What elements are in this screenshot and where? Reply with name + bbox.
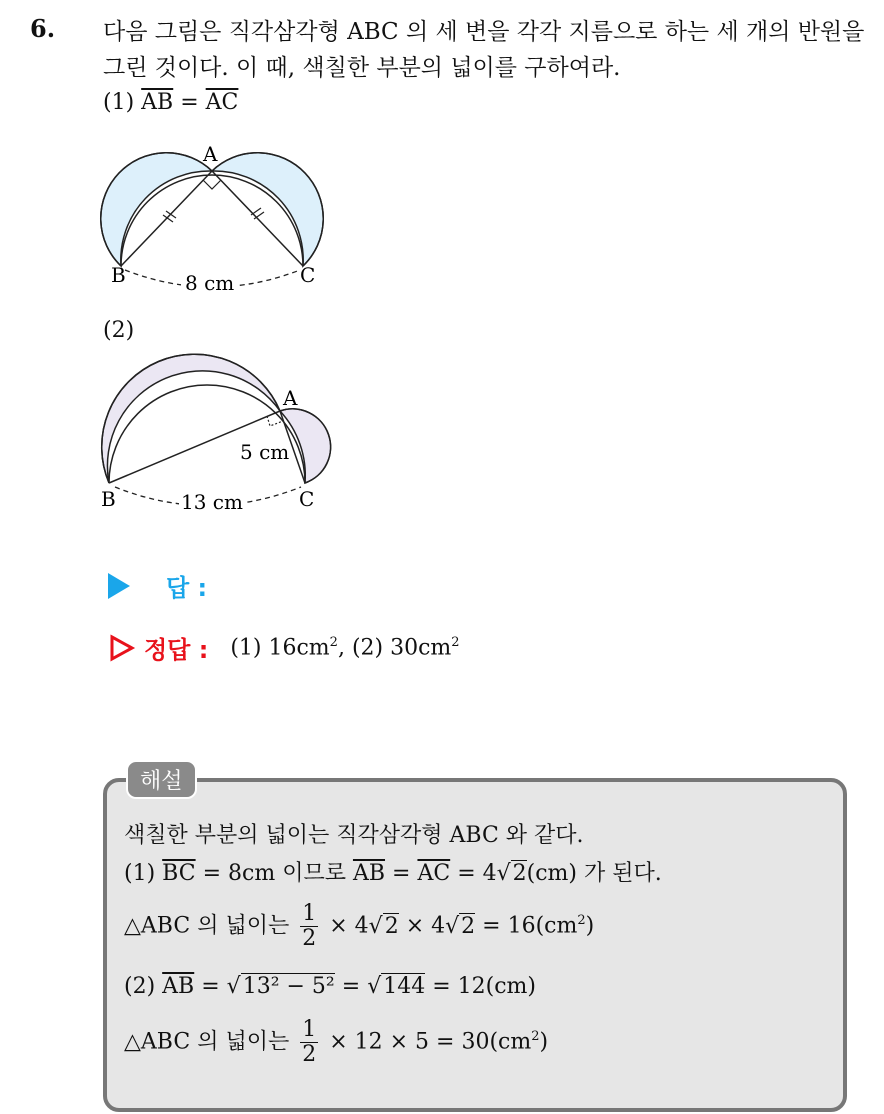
- vertex-label-a: A: [283, 386, 298, 410]
- play-triangle-icon: [108, 573, 130, 599]
- figure-2: [95, 348, 355, 523]
- fraction-half: $\frac{1}{2}$: [302, 1017, 317, 1067]
- vertex-label-c: C: [299, 487, 315, 511]
- answer-key-row: [108, 630, 460, 665]
- answer-key-label: 정답 :: [144, 636, 209, 664]
- outline-triangle-icon: [108, 634, 136, 662]
- vertex-label-a: A: [203, 142, 218, 166]
- answer-label: 답 :: [166, 574, 208, 602]
- answer-row: [108, 568, 207, 603]
- solution-line-4: (2) $\overline{AB} = √13^2 - 5^2 = √144 = 12(cm)$: [124, 974, 537, 999]
- solution-line-2: (1) $\overline{BC} = 8cm$ 이므로 $\overline{AB} = \overline{AC} = 4√2(cm)$ 가 된다.: [124, 861, 662, 886]
- tick-mark-ac-1: [251, 208, 261, 215]
- semicircle-bc: [109, 385, 305, 483]
- length-label-bc: 8 cm: [185, 271, 235, 295]
- part2-label: (2): [103, 318, 135, 343]
- solution-line-5: △ABC 의 넓이는 $\frac{1}{2}$ × $12 \times 5 = 30(cm^2)$: [124, 1017, 549, 1067]
- figure-1: [95, 136, 345, 306]
- fraction-half: $\frac{1}{2}$: [302, 901, 317, 951]
- problem-stem: 다음 그림은 직각삼각형 ABC 의 세 변을 각각 지름으로 하는 세 개의 반원을 그린 것이다. 이 때, 색칠한 부분의 넓이를 구하여라.: [103, 19, 865, 81]
- part1-prefix: (1): [103, 90, 135, 115]
- equals-sign: =: [180, 90, 199, 115]
- shaded-region-right: [212, 153, 323, 266]
- shaded-region-left: [101, 153, 212, 266]
- solution-tag: 해설: [126, 760, 197, 799]
- solution-line-1: 색칠한 부분의 넓이는 직각삼각형 ABC 와 같다.: [124, 823, 584, 848]
- length-label-bc: 13 cm: [181, 490, 243, 514]
- answer-key-text: (1) $16cm^2$, (2) $30cm^2$: [230, 634, 460, 661]
- problem-number: 6.: [30, 14, 56, 43]
- vertex-label-c: C: [300, 263, 316, 287]
- segment-ac: $\overline{AC}$: [205, 90, 239, 115]
- segment-ab: $\overline{AB}$: [141, 90, 174, 115]
- vertex-label-b: B: [111, 263, 126, 287]
- right-angle-mark: [203, 180, 221, 189]
- solution-line-3: △ABC 의 넓이는 $\frac{1}{2}$ × $4√2 \times 4√2 = 16(cm^2)$: [124, 901, 595, 951]
- vertex-label-b: B: [101, 487, 116, 511]
- length-label-ac: 5 cm: [240, 440, 290, 464]
- part1-condition: [103, 90, 238, 115]
